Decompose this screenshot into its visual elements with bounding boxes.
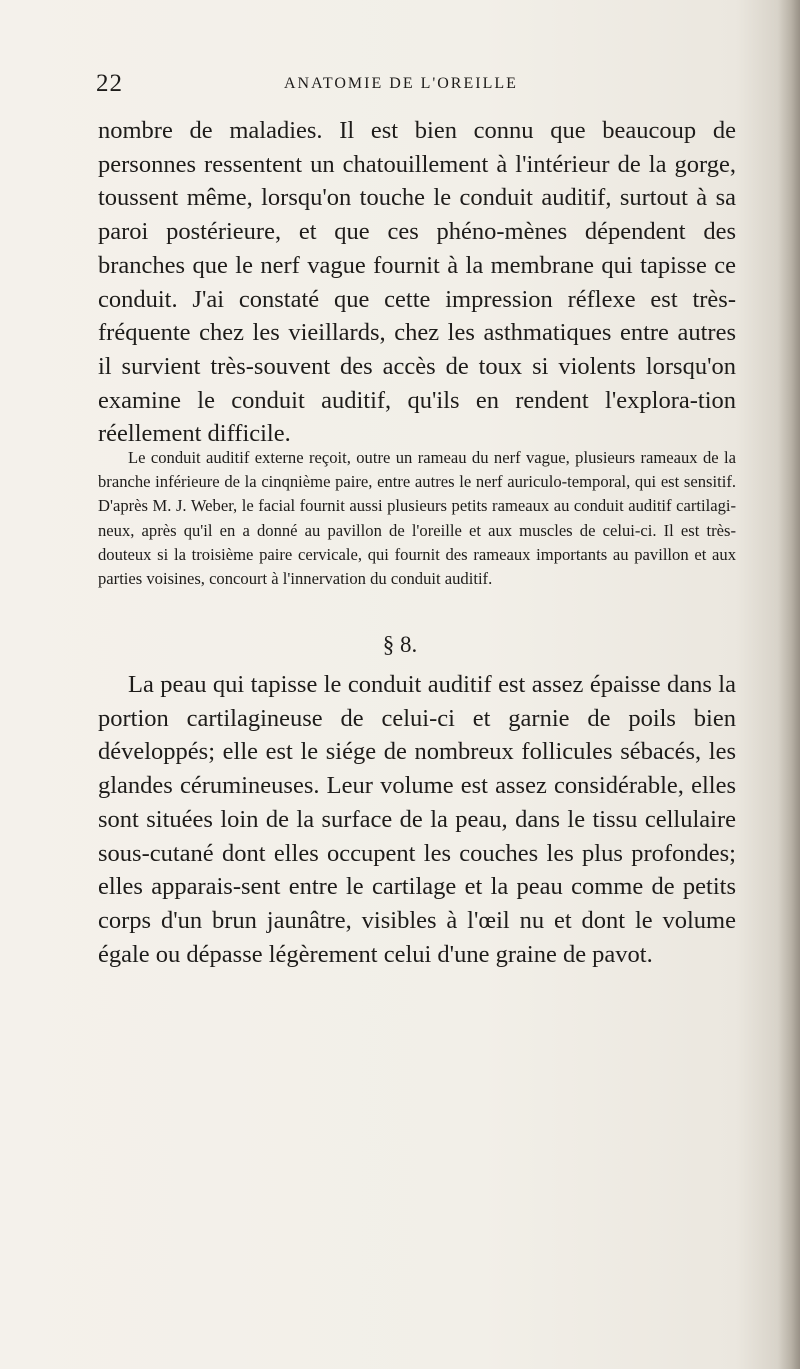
page-number: 22 [96, 70, 123, 97]
running-title: ANATOMIE DE L'OREILLE [284, 75, 518, 92]
paragraph-main-2: La peau qui tapisse le conduit auditif est assez épaisse dans la portion cartilagineuse de celui-ci et garnie de poils bien développés; elle est le siége de nombreux follicules sébacés, les glandes cérumineuses. Leur volume est assez considérable, elles sont situées loin de la surface de la peau, dans le tissu cellulaire sous-cutané dont elles occupent les couches les plus profondes; elles apparais-sent entre le cartilage et la peau comme de petits corps d'un brun jaunâtre, visibles à l'œil nu et dont le volume égale ou dépasse légèrement celui d'une graine de pavot. [98, 671, 736, 968]
running-head [96, 70, 736, 100]
paragraph-small-note: Le conduit auditif externe reçoit, outre un rameau du nerf vague, plusieurs rameaux de la branche inférieure de la cinqnième paire, entre autres le nerf auriculo-temporal, qui est sensitif. D'après M. J. Weber, le facial fournit aussi plusieurs petits rameaux au conduit auditif cartilagi-neux, après qu'il en a donné au pavillon de l'oreille et aux muscles de celui-ci. Il est très-douteux si la troisième paire cervicale, qui fournit des rameaux importants au pavillon et aux parties voisines, concourt à l'innervation du conduit auditif. [98, 448, 736, 589]
paragraph-main-1: nombre de maladies. Il est bien connu que beaucoup de personnes ressentent un chatouillement à l'intérieur de la gorge, toussent même, lorsqu'on touche le conduit auditif, surtout à sa paroi postérieure, et que ces phéno-mènes dépendent des branches que le nerf vague fournit à la membrane qui tapisse ce conduit. J'ai constaté que cette impression réflexe est très-fréquente chez les vieillards, chez les asthmatiques entre autres il survient très-souvent des accès de toux si violents lorsqu'on examine le conduit auditif, qu'ils en rendent l'explora-tion réellement difficile. [98, 117, 736, 448]
page-edge-shadow [778, 0, 800, 1369]
section-heading: § 8. [382, 632, 418, 657]
